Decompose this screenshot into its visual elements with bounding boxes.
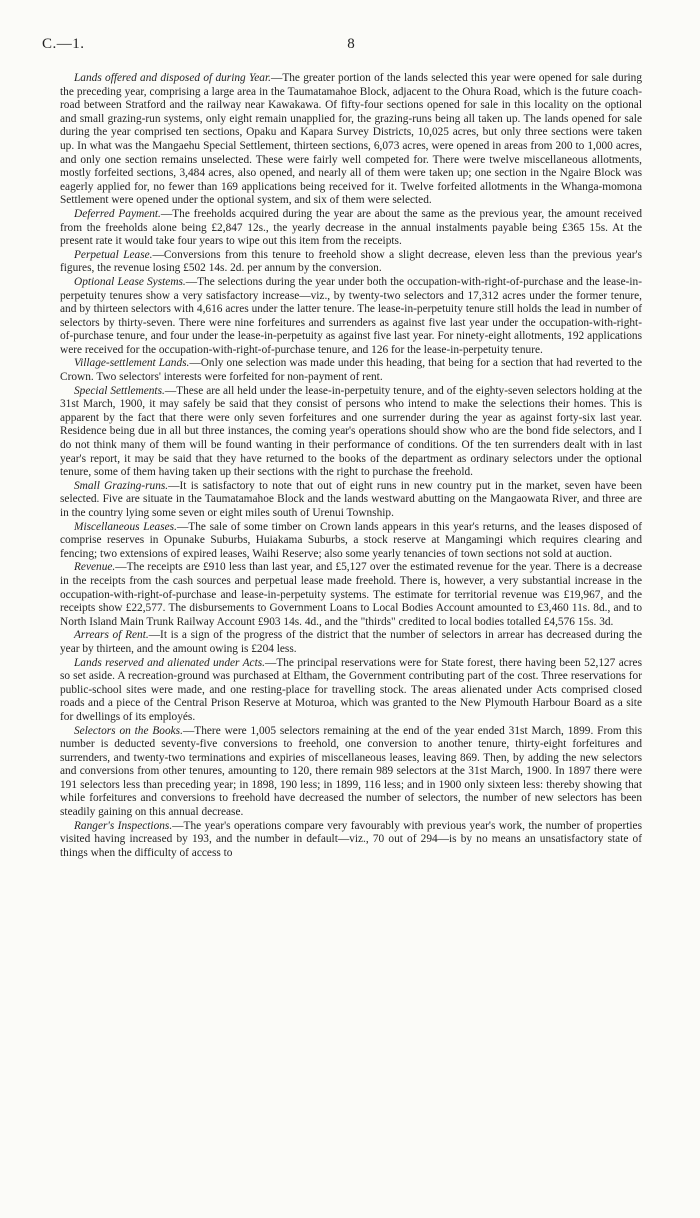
paragraph-text: —It is a sign of the progress of the district that the number of selectors in arrear has decreased during the year by thirteen, and the amount owing is £204 less.	[60, 629, 642, 655]
paragraph-heading: Optional Lease Systems.	[74, 275, 186, 288]
page-number: 8	[347, 36, 355, 52]
paragraph-text: —The year's operations compare very favourably with previous year's work, the number of properties visited having increased by 193, and the number in default—viz., 70 out of 294—is by no means an unsatisfactory state of things when the difficulty of access to	[60, 819, 642, 859]
paragraph-heading: Lands reserved and alienated under Acts.	[74, 656, 265, 669]
paragraph-heading: Village-settlement Lands.	[74, 357, 190, 370]
paragraph-revenue	[60, 561, 642, 629]
paragraph-heading: Revenue.	[74, 561, 116, 574]
report-body	[60, 72, 642, 860]
paragraph-text: —There were 1,005 selectors remaining at the end of the year ended 31st March, 1899. From this number is deducted seventy-five conversions to freehold, one conversion to another tenure, thirty-eight forfeitures and surrenders, and twenty-two terminations and expiries of miscellaneous leases, leaving 869. Then, by adding the new selectors and conversions from other tenures, amounting to 120, there remain 989 selectors at the 31st March, 1900. In 1897 there were 191 selectors less than preceding year; in 1898, 190 less; in 1899, 116 less; and in 1900 only sixteen less: thereby showing that while forfeitures and conversions to freehold have decreased the number of selectors, the number of new selectors has been steadily gaining on this annual decrease.	[60, 724, 642, 819]
paragraph-heading: Miscellaneous Leases.	[74, 520, 177, 533]
paragraph-text: —The receipts are £910 less than last year, and £5,127 over the estimated revenue for the year. There is a decrease in the receipts from the cash sources and perpetual lease made freehold. There is, however, a very substantial increase in the occupation-with-right-of-purchase and lease-in-perpetuity systems. The estimate for territorial revenue was £19,967, and the receipts show £22,577. The disbursements to Government Loans to Local Bodies Account amounted to £3,460 11s. 8d., and to North Island Main Trunk Railway Account £903 14s. 4d., and the "thirds" credited to local bodies totalled £4,576 15s. 3d.	[60, 561, 642, 628]
paragraph-deferred-payment	[60, 208, 642, 249]
paragraph-perpetual-lease	[60, 249, 642, 276]
paragraph-heading: Perpetual Lease.	[74, 248, 153, 261]
paragraph-rangers-inspections	[60, 820, 642, 861]
page-header	[42, 36, 642, 58]
paragraph-miscellaneous-leases	[60, 521, 642, 562]
paragraph-text: —The sale of some timber on Crown lands appears in this year's returns, and the leases disposed of comprise reserves in Opunake Suburbs, Huiakama Suburbs, a stock reserve at Mangamingi which requires clearing and fencing; two extensions of expired leases, Waihi Reserve; also some yearly tenancies of town sections not sold at auction.	[60, 520, 642, 560]
paragraph-text: —The principal reservations were for State forest, there having been 52,127 acres so set aside. A recreation-ground was purchased at Eltham, the Government contributing part of the cost. Three reservations for public-school sites were made, and one resting-place for travelling stock. The areas alienated under Acts comprised closed roads and a piece of the Central Prison Reserve at Moturoa, which was granted to the New Plymouth Harbour Board as a site for dwellings of its employés.	[60, 656, 642, 723]
paragraph-heading: Selectors on the Books.	[74, 724, 183, 737]
paragraph-text: —The selections during the year under both the occupation-with-right-of-purchase and the lease-in-perpetuity tenures show a very satisfactory increase—viz., by twenty-two selectors and 17,312 acres under the former tenure, and by thirteen selectors with 4,616 acres under the latter tenure. The lease-in-perpetuity tenure still holds the lead in number of selectors by thirty-seven. There were nine forfeitures and surrenders as against five last year under the occupation-with-right-of-purchase tenure, and four under the lease-in-perpetuity as against five last year. For ninety-eight allotments, 192 applications were received for the occupation-with-right-of-purchase tenure, and 126 for the lease-in-perpetuity tenure.	[60, 275, 642, 356]
paragraph-optional-lease	[60, 276, 642, 358]
document-reference: C.—1.	[42, 36, 85, 52]
paragraph-lands-reserved	[60, 657, 642, 725]
paragraph-heading: Small Grazing-runs.	[74, 479, 169, 492]
paragraph-text: —Only one selection was made under this heading, that being for a section that had reverted to the Crown. Two selectors' interests were forfeited for non-payment of rent.	[60, 357, 642, 384]
paragraph-text: —These are all held under the lease-in-perpetuity tenure, and of the eighty-seven selectors holding at the 31st March, 1900, it may safely be said that they consist of persons who intend to make the selections their homes. This is apparent by the fact that there were only seven forfeitures and one surrender during the year as against forty-six last year. Residence being due in all but three instances, the coming year's operations should show who are the bond fide selectors, and I do not think many of them will be found wanting in their performance of conditions. Of the ten surrenders dealt with in last year's report, it may be said that they have returned to the books of the department as ordinary selectors under the optional tenure, some of them having taken up their sections with the right to purchase the freehold.	[60, 384, 642, 479]
paragraph-village-settlement	[60, 357, 642, 384]
paragraph-text: —The freeholds acquired during the year are about the same as the previous year, the amount received from the freeholds alone being £2,847 12s., the yearly decrease in the annual instalments payable being £365 15s. At the present rate it would take four years to wipe out this item from the receipts.	[60, 207, 642, 248]
paragraph-special-settlements	[60, 385, 642, 480]
paragraph-selectors-on-books	[60, 725, 642, 820]
paragraph-text: —It is satisfactory to note that out of eight runs in new country put in the market, seven have been selected. Five are situate in the Taumatamahoe Block and the lands westward abutting on the Mangaowata River, and three are in the country lying some seven or eight miles south of Urenui Township.	[60, 479, 643, 519]
paragraph-heading: Deferred Payment.	[74, 207, 161, 220]
paragraph-heading: Arrears of Rent.	[74, 629, 149, 642]
paragraph-lands-offered	[60, 72, 642, 208]
paragraph-heading: Lands offered and disposed of during Year.	[74, 72, 271, 84]
paragraph-heading: Ranger's Inspections.	[74, 819, 173, 832]
paragraph-text: —Conversions from this tenure to freehold show a slight decrease, eleven less than the previous year's figures, the revenue losing £502 14s. 2d. per annum by the conversion.	[60, 248, 642, 275]
paragraph-small-grazing-runs	[60, 480, 642, 521]
paragraph-arrears-of-rent	[60, 629, 642, 656]
paragraph-text: —The greater portion of the lands selected this year were opened for sale during the preceding year, comprising a large area in the Taumatamahoe Block, adjacent to the Ohura Road, which is the future coach-road between Stratford and the railway near Kawakawa. Of fifty-four sections opened for sale in this locality on the optional and small grazing-run systems, only eight remain unapplied for, the grazing-runs being all taken up. The lands opened for sale during the year comprised ten sections, Opaku and Kapara Survey Districts, 10,025 acres, but only three sections were taken up. In what was the Mangaehu Special Settlement, thirteen sections, 6,073 acres, were opened in areas from 200 to 1,000 acres, and only one section remains unselected. These were fairly well competed for. There were twelve miscellaneous allotments, mostly forfeited sections, 3,484 acres, also opened, and nearly all of them were taken up; one section in the Ngaire Block was eagerly applied for, no fewer than 169 applications being received for it. Twelve forfeited allotments in the Whanga-momona Settlement were opened under the optional system, and six of them were selected.	[60, 72, 642, 207]
paragraph-heading: Special Settlements.	[74, 384, 165, 397]
